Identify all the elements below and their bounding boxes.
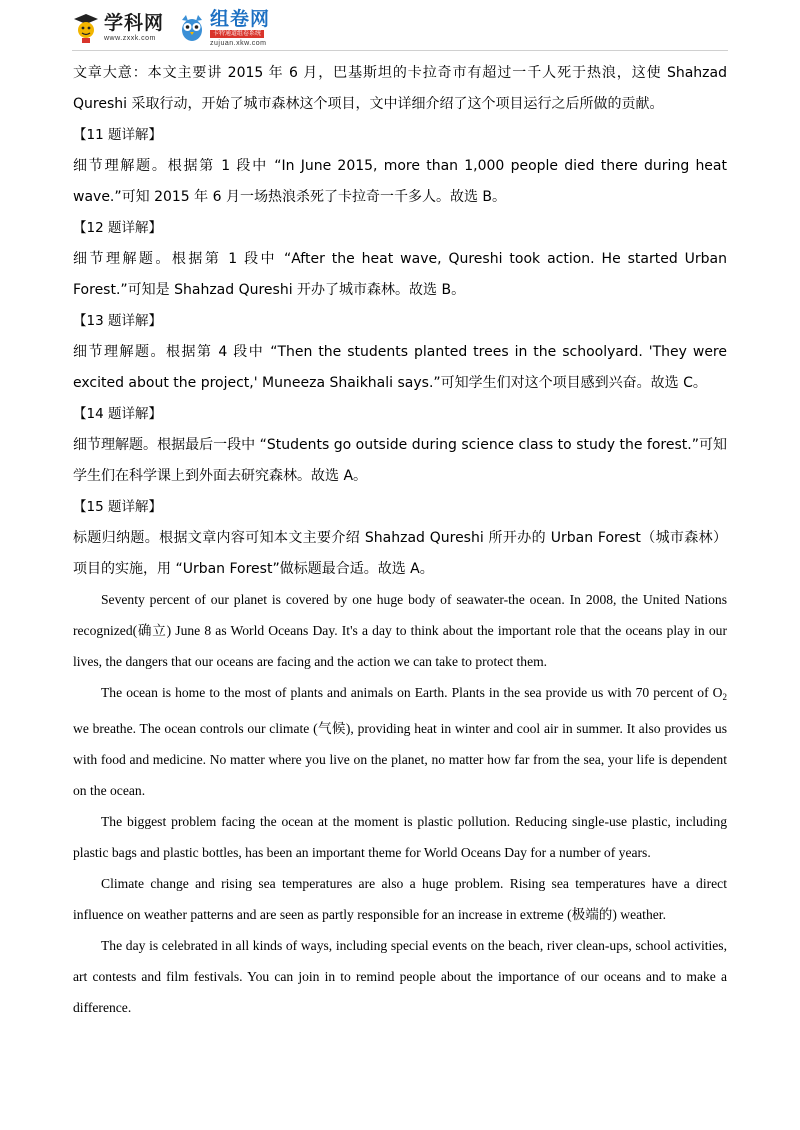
question-14-heading: 【14 题详解】 [73, 406, 162, 422]
zxxk-logo-url: www.zxxk.com [104, 35, 156, 42]
passage-paragraph-2-part-a: The ocean is home to the most of plants and animals on Earth. Plants in the sea provide us with 70 percent of O [101, 685, 723, 700]
question-11-heading: 【11 题详解】 [73, 127, 162, 143]
zujuan-logo [178, 7, 271, 47]
passage-paragraph-4: Climate change and rising sea temperatures are also a huge problem. Rising sea temperatures have a direct influence on weather patterns and are seen as partly responsible for an increase in extreme (极端的) weather. [73, 876, 727, 922]
zujuan-logo-name: 组卷网 [210, 7, 271, 30]
question-14-explanation: 细节理解题。根据最后一段中 “Students go outside during science class to study the forest.”可知学生们在科学课上到外面去研究森林。故选 A。 [73, 437, 727, 484]
question-13-heading: 【13 题详解】 [73, 313, 162, 329]
oxygen-subscript: 2 [722, 692, 727, 702]
header-divider [72, 50, 728, 51]
page-header [72, 8, 284, 48]
question-12-explanation: 细节理解题。根据第 1 段中 “After the heat wave, Qureshi took action. He started Urban Forest.”可知是 Shahzad Qureshi 开办了城市森林。故选 B。 [73, 251, 727, 298]
owl-mascot-icon [178, 12, 206, 44]
passage-paragraph-2-part-b: we breathe. The ocean controls our climate (气候), providing heat in winter and cool air in summer. It also provides us with food and medicine. No matter where you live on the planet, no matter how far from the sea, your life is dependent on the ocean. [73, 721, 727, 798]
question-15-heading: 【15 题详解】 [73, 499, 162, 515]
article-summary: 文章大意：本文主要讲 2015 年 6 月，巴基斯坦的卡拉奇市有超过一千人死于热浪，这使 Shahzad Qureshi 采取行动，开始了城市森林这个项目，文中详细介绍了这个项目运行之后所做的贡献。 [73, 65, 727, 112]
passage-paragraph-1: Seventy percent of our planet is covered by one huge body of seawater-the ocean. In 2008, the United Nations recognized(确立) June 8 as World Oceans Day. It's a day to think about the important role that the oceans play in our lives, the dangers that our oceans are facing and the action we can take to protect them. [73, 592, 727, 669]
passage-paragraph-3: The biggest problem facing the ocean at the moment is plastic pollution. Reducing single-use plastic, including plastic bags and plastic bottles, has been an important theme for World Oceans Day for a number of years. [73, 814, 727, 860]
document-body [73, 58, 727, 1023]
zxxk-logo [72, 12, 164, 44]
scholar-mascot-icon [72, 12, 100, 44]
zxxk-logo-name: 学科网 [104, 12, 165, 34]
zujuan-logo-url: zujuan.xkw.com [210, 39, 267, 47]
question-11-explanation: 细节理解题。根据第 1 段中 “In June 2015, more than 1,000 people died there during heat wave.”可知 2015 年 6 月一场热浪杀死了卡拉奇一千多人。故选 B。 [73, 158, 727, 205]
passage-paragraph-2 [73, 677, 727, 806]
question-13-explanation: 细节理解题。根据第 4 段中 “Then the students planted trees in the schoolyard. 'They were excited about the project,' Muneeza Shaikhali says.”可知学生们对这个项目感到兴奋。故选 C。 [73, 344, 727, 391]
passage-paragraph-5: The day is celebrated in all kinds of ways, including special events on the beach, river clean-ups, school activities, art contests and film festivals. You can join in to remind people about the importance of our oceans and to make a difference. [73, 938, 727, 1015]
question-15-explanation: 标题归纳题。根据文章内容可知本文主要介绍 Shahzad Qureshi 所开办的 Urban Forest（城市森林）项目的实施，用 “Urban Forest”做标题最合适。故选 A。 [73, 530, 727, 577]
zujuan-logo-tag: 卡特通道组卷系统 [210, 30, 264, 38]
question-12-heading: 【12 题详解】 [73, 220, 162, 236]
